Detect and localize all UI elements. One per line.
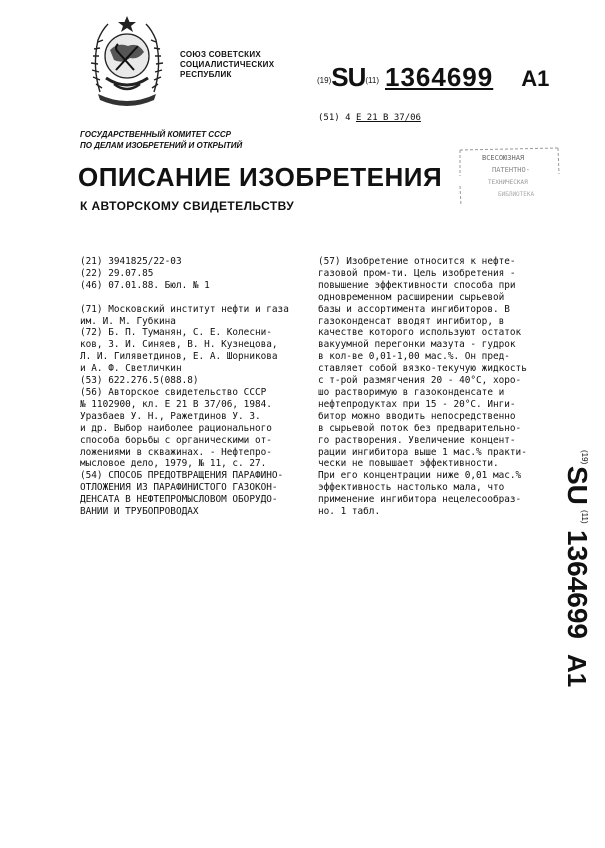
organization-name <box>180 50 274 80</box>
biblio-line: (46) 07.01.88. Бюл. № 1 <box>80 279 210 291</box>
vertical-patent-number <box>532 450 602 690</box>
biblio-line: (53) 622.276.5(088.8) <box>80 375 199 387</box>
biblio-line: ВАНИИ И ТРУБОПРОВОДАХ <box>80 506 199 518</box>
vertical-kind: A1 <box>562 654 592 688</box>
abstract-line: газовой пром-ти. Цель изобретения - <box>318 267 516 279</box>
biblio-line: ложениями в скважинах. - Нефтепро- <box>80 446 272 458</box>
stamp-line: ПАТЕНТНО- <box>492 166 530 174</box>
biblio-line: мысловое дело, 1979, № 11, с. 27. <box>80 458 267 470</box>
biblio-line: ДЕНСАТА В НЕФТЕПРОМЫСЛОВОМ ОБОРУДО- <box>80 494 278 506</box>
kind-code: A1 <box>521 66 550 91</box>
biblio-line: (72) Б. П. Туманян, С. Е. Колесни- <box>80 327 272 339</box>
document-title: ОПИСАНИЕ ИЗОБРЕТЕНИЯ <box>78 162 443 192</box>
org-line: СОЦИАЛИСТИЧЕСКИХ <box>180 60 275 69</box>
vertical-country: SU <box>562 466 593 505</box>
code-19: (19) <box>317 76 332 85</box>
stamp-line: БИБЛИОТЕКА <box>498 191 535 198</box>
abstract-line: в кол-ве 0,01-1,00 мас.%. Он пред- <box>318 351 510 363</box>
biblio-line: (21) 3941825/22-03 <box>80 256 182 267</box>
biblio-line: им. И. М. Губкина <box>80 315 176 327</box>
biblio-line <box>80 292 289 304</box>
abstract-line: битор можно вводить непосредственно <box>318 410 516 422</box>
abstract-line: ставляет собой вязко-текучую жидкость <box>318 363 527 375</box>
stamp-line: ВСЕСОЮЗНАЯ <box>482 154 525 162</box>
vertical-code-11: (11) <box>580 510 589 524</box>
country-code: SU <box>331 62 366 92</box>
abstract-line: газоконденсат вводят ингибитор, в <box>318 315 505 327</box>
abstract-line: базы и ассортимента ингибиторов. В <box>318 303 510 315</box>
abstract-line: При его концентрации ниже 0,01 мас.% <box>318 470 522 482</box>
code-11: (11) <box>365 76 379 85</box>
stamp-line: ТЕХНИЧЕСКАЯ <box>488 179 528 186</box>
vertical-code-19: (19) <box>580 450 589 465</box>
ipc-classification <box>318 113 421 123</box>
ipc-code: (51) 4 <box>318 113 351 123</box>
ussr-emblem <box>88 12 166 110</box>
biblio-line: (22) 29.07.85 <box>80 267 154 279</box>
biblio-line: (56) Авторское свидетельство СССР <box>80 386 267 398</box>
biblio-line: ков, З. И. Синяев, В. Н. Кузнецова, <box>80 339 278 351</box>
state-committee <box>80 129 242 151</box>
abstract-line: (57) Изобретение относится к нефте- <box>318 256 516 267</box>
biblio-line: и др. Выбор наиболее рационального <box>80 422 272 434</box>
biblio-line: Уразбаев У. Н., Ражетдинов У. З. <box>80 410 261 422</box>
abstract-line: эффективность настолько мала, что <box>318 482 505 494</box>
biblio-line: способа борьбы с органическими от- <box>80 434 272 446</box>
ipc-class: E 21 B 37/06 <box>355 113 421 123</box>
abstract-line: чески не повышает эффективности. <box>318 458 499 470</box>
abstract-line: шо растворимую в газоконденсате и <box>318 386 505 398</box>
abstract-line: но. 1 табл. <box>318 506 381 518</box>
abstract-line: повышение эффективности способа при <box>318 279 516 291</box>
abstract-line: го растворения. Увеличение концент- <box>318 434 516 446</box>
abstract-line: в сырьевой поток без предварительно- <box>318 422 522 434</box>
committee-line: ГОСУДАРСТВЕННЫЙ КОМИТЕТ СССР <box>80 130 231 139</box>
biblio-line: Л. И. Гиляветдинов, Е. А. Шорникова <box>80 351 278 363</box>
document-subtitle: К АВТОРСКОМУ СВИДЕТЕЛЬСТВУ <box>80 199 295 213</box>
biblio-line: и А. Ф. Светличкин <box>80 363 182 375</box>
abstract-line: вакуумной перегонки мазута - гудрок <box>318 339 516 351</box>
abstract <box>318 256 527 518</box>
biblio-line: (71) Московский институт нефти и газа <box>80 303 289 315</box>
committee-line: ПО ДЕЛАМ ИЗОБРЕТЕНИЙ И ОТКРЫТИЙ <box>80 141 243 150</box>
org-line: СОЮЗ СОВЕТСКИХ <box>180 50 262 59</box>
abstract-line: качестве которого используют остаток <box>318 327 522 339</box>
abstract-line: рации ингибитора выше 1 мас.% практи- <box>318 446 527 458</box>
biblio-line: ОТЛОЖЕНИЯ ИЗ ПАРАФИНИСТОГО ГАЗОКОН- <box>80 482 278 494</box>
biblio-line: № 1102900, кл. Е 21 В 37/06, 1984. <box>80 398 272 410</box>
abstract-line: нефтепродуктах при 15 - 20°С. Инги- <box>318 398 516 410</box>
org-line: РЕСПУБЛИК <box>180 70 232 79</box>
library-stamp <box>458 146 564 210</box>
publication-number <box>317 62 549 93</box>
bibliographic-data <box>80 256 289 518</box>
patent-number: 1364699 <box>385 62 494 92</box>
biblio-line: (54) СПОСОБ ПРЕДОТВРАЩЕНИЯ ПАРАФИНО- <box>80 470 284 482</box>
abstract-line: одновременном расширении сырьевой <box>318 291 505 303</box>
abstract-line: с т-рой размягчения 20 - 40°С, хоро- <box>318 375 522 387</box>
abstract-line: применение ингибитора нецелесообраз- <box>318 494 522 506</box>
vertical-number: 1364699 <box>562 530 593 640</box>
